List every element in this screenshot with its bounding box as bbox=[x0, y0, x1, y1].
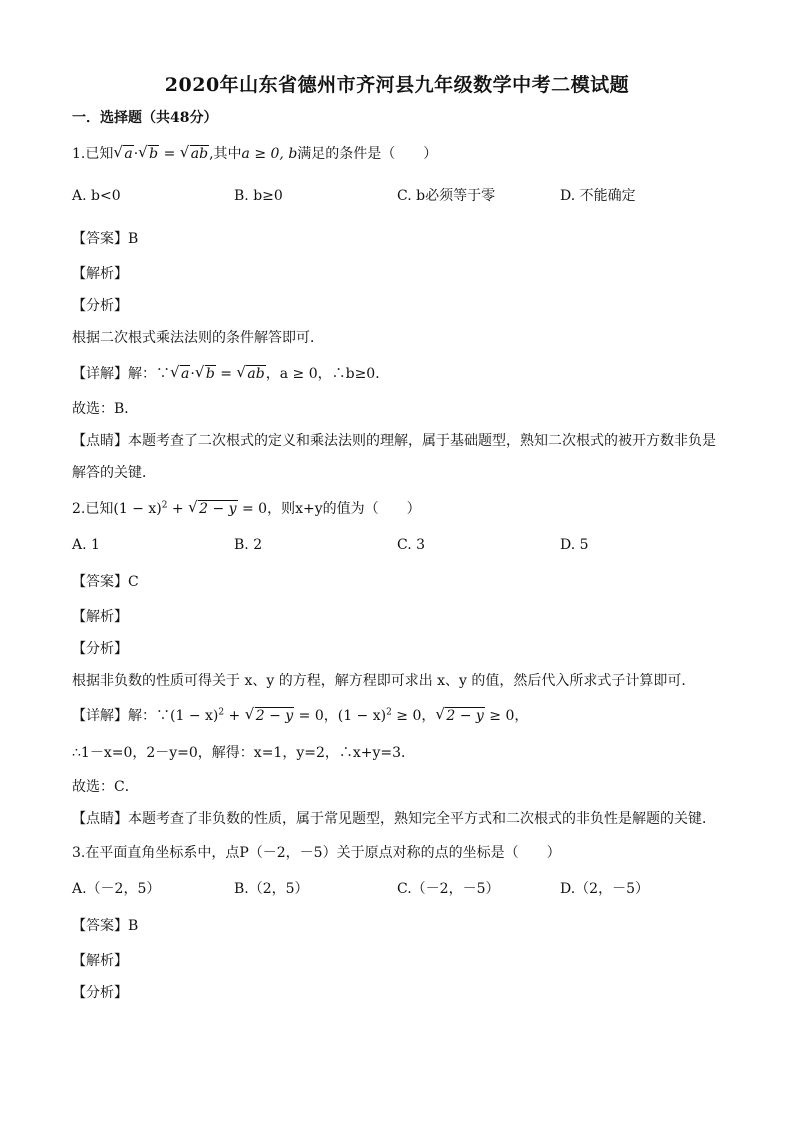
q2-option-a: A. 1 bbox=[72, 537, 100, 553]
q2-fenxi-text: 根据非负数的性质可得关于 x、y 的方程，解方程即可求出 x、y 的值，然后代入所求式子计算即可． bbox=[72, 673, 696, 689]
q2-stem: 2.已知$(1 - x)^2$ + √ 2 − y = 0，则x+y的值为（ ） bbox=[72, 499, 421, 519]
q3-option-d: D.（2，－5） bbox=[560, 881, 649, 897]
q1-comment-1: 【点睛】本题考查了二次根式的定义和乘法法则的理解，属于基础题型，熟知二次根式的被开方数非负是 bbox=[72, 433, 716, 449]
section-heading: 一．选择题（共48分） bbox=[72, 110, 218, 126]
q2-solution-line: ∴1－x=0，2－y=0，解得：x=1，y=2，∴x+y=3． bbox=[72, 745, 416, 761]
q2-analysis-label: 【解析】 bbox=[72, 609, 128, 625]
q3-option-a: A.（－2，5） bbox=[72, 881, 161, 897]
q1-answer: 【答案】B bbox=[72, 231, 139, 247]
q2-fenxi-label: 【分析】 bbox=[72, 641, 128, 657]
q1-option-b: B. b≥0 bbox=[234, 188, 283, 204]
q1-option-a: A. b<0 bbox=[72, 188, 121, 204]
q3-analysis-label: 【解析】 bbox=[72, 953, 128, 969]
q3-fenxi-label: 【分析】 bbox=[72, 985, 128, 1001]
q2-option-c: C. 3 bbox=[397, 537, 426, 553]
q3-answer: 【答案】B bbox=[72, 918, 139, 934]
q1-choose: 故选：B． bbox=[72, 401, 139, 417]
page-title: 2020年山东省德州市齐河县九年级数学中考二模试题 bbox=[164, 74, 630, 96]
q3-option-b: B.（2，5） bbox=[234, 881, 309, 897]
q1-formula: √ a·√ b = √ ab bbox=[113, 146, 209, 162]
q1-analysis-label: 【解析】 bbox=[72, 266, 128, 282]
q3-stem: 3.在平面直角坐标系中，点P（－2，－5）关于原点对称的点的坐标是（ ） bbox=[72, 845, 561, 861]
q2-option-b: B. 2 bbox=[234, 537, 263, 553]
q1-stem: 1.已知√ a·√ b = √ ab,其中a ≥ 0, b满足的条件是（ ） bbox=[72, 144, 437, 164]
q1-comment-2: 解答的关键． bbox=[72, 465, 156, 481]
q3-option-c: C.（－2，－5） bbox=[397, 881, 500, 897]
q2-answer: 【答案】C bbox=[72, 574, 139, 590]
q2-formula: $(1 - x)^2$ + √ 2 − y = 0 bbox=[113, 501, 267, 517]
q1-option-d: D. 不能确定 bbox=[560, 188, 636, 204]
q1-option-c: C. b必须等于零 bbox=[397, 188, 496, 204]
q2-option-d: D. 5 bbox=[560, 537, 589, 553]
q2-detail: 【详解】解：∵(1 − x)$^2$ + √ 2 − y = 0，$(1 - x)^2 \ge 0$，√ 2 − y ≥ 0， bbox=[72, 706, 528, 726]
q2-choose: 故选：C． bbox=[72, 779, 139, 795]
q2-comment: 【点睛】本题考查了非负数的性质，属于常见题型，熟知完全平方式和二次根式的非负性是解题的关键． bbox=[72, 811, 716, 827]
q1-fenxi-label: 【分析】 bbox=[72, 298, 128, 314]
q1-fenxi-text: 根据二次根式乘法法则的条件解答即可． bbox=[72, 330, 324, 346]
q1-detail: 【详解】解：∵√ a·√ b = √ ab，a ≥ 0，∴b≥0． bbox=[72, 364, 389, 384]
